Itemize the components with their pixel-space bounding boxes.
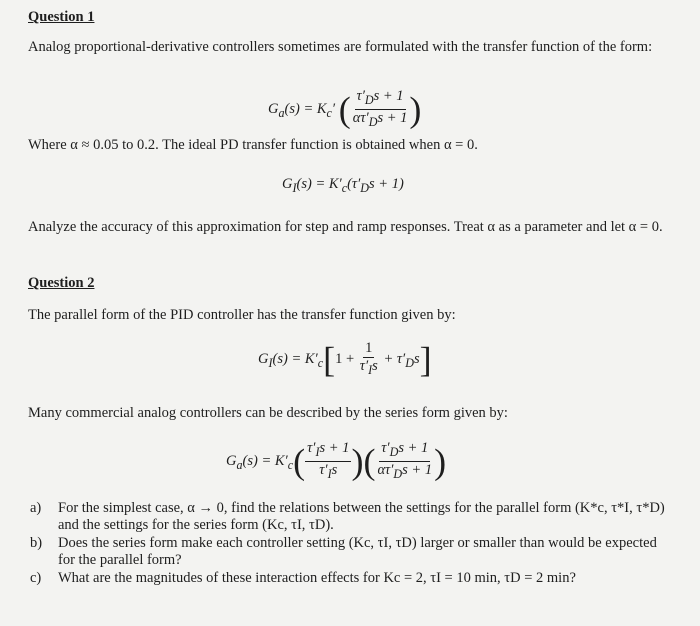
- equation-ga-pid-series: $G_a(s) = K'_c$( $\frac{\tau'_Is + 1}{\tau'_Is}$ )( $\frac{\tau'_Ds + 1}{\alpha\tau'_Ds + 1}$ ): [226, 440, 447, 482]
- question-1-analyze: Analyze the accuracy of this approximation for step and ramp responses. Treat α as a parameter and let α = 0.: [28, 219, 663, 235]
- question-1-where: Where α ≈ 0.05 to 0.2. The ideal PD transfer function is obtained when α = 0.: [28, 137, 478, 153]
- question-2-list: [28, 500, 668, 588]
- list-item: a) For the simplest case, α → 0, find the relations between the settings for the parallel form (K*c, τ*I, τ*D) and the settings for the series form (Kc, τI, τD).: [30, 500, 665, 533]
- question-2-heading: Question 2: [28, 275, 95, 291]
- list-item: c) What are the magnitudes of these interaction effects for Kc = 2, τI = 10 min, τD = 2 min?: [30, 570, 576, 586]
- question-1-intro: Analog proportional-derivative controllers sometimes are formulated with the transfer function of the form:: [28, 39, 653, 55]
- equation-gi-pid-parallel: $G_I(s) = K'_c[1$ + $\frac{1}{\tau'_Is}$ + $\tau'_Ds$]: [258, 339, 432, 380]
- equation-ga-pd: $G_a(s) = K_c'$ ( $\frac{\tau'_Ds + 1}{\alpha\tau'_Ds + 1}$ ): [268, 88, 422, 130]
- question-2-many: Many commercial analog controllers can be described by the series form given by:: [28, 405, 508, 421]
- question-2-intro: The parallel form of the PID controller has the transfer function given by:: [28, 307, 456, 323]
- question-1-heading: Question 1: [28, 9, 95, 25]
- list-item: b) Does the series form make each controller setting (Kc, τI, τD) larger or smaller than would be expected for the parallel form?: [30, 535, 657, 568]
- equation-gi-pd: $G_I(s) = K'_c(\tau'_Ds + 1)$: [282, 176, 404, 195]
